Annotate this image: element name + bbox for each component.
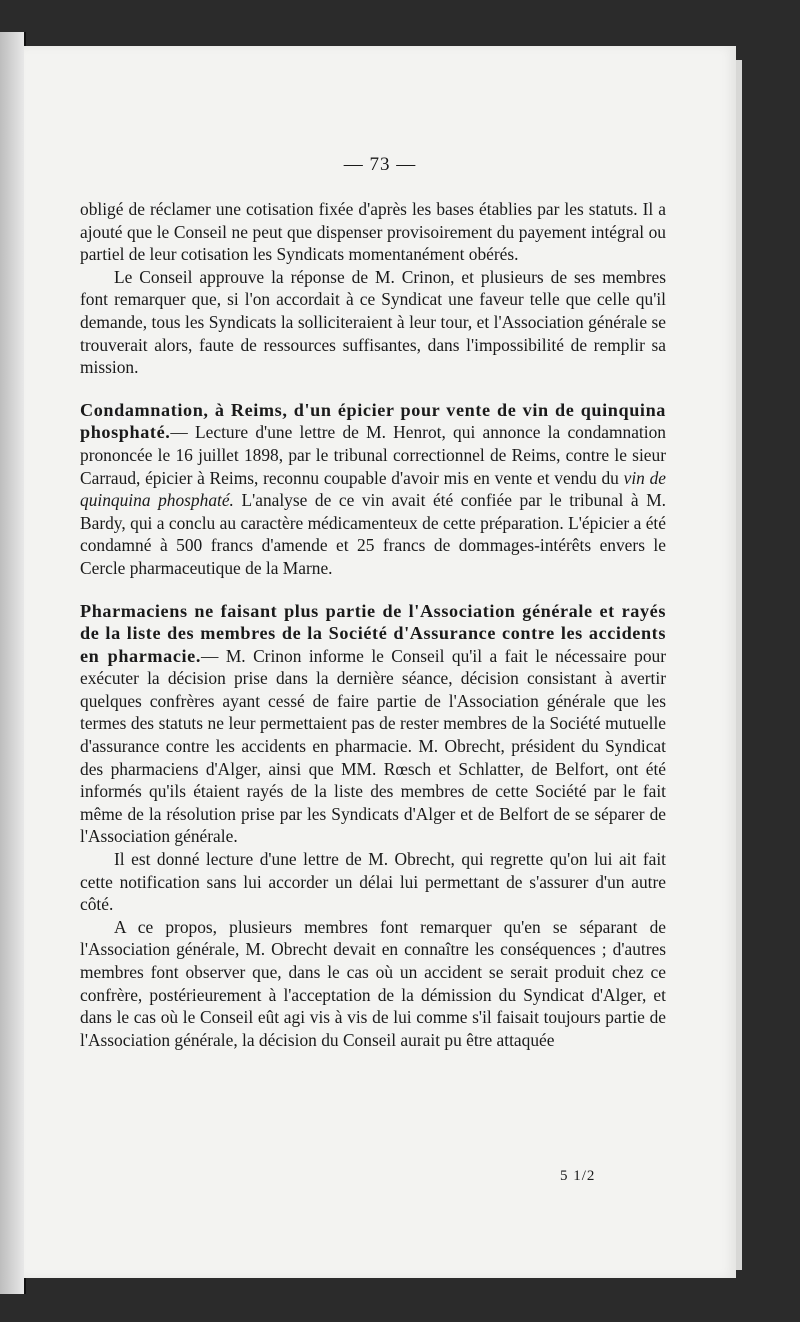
section-pharmaciens (80, 600, 666, 849)
section-text-condamnation-b: L'analyse de ce vin avait été confiée par le tribunal à M. Bardy, qui a conclu au caractère médicamenteux de cette préparation. L'épicier a été condamné à 500 francs d'amende et 25 francs de dommages-intérêts envers le Cercle pharmaceutique de la Marne. (80, 490, 667, 578)
body-text (80, 198, 666, 1051)
paragraph-a-ce-propos: A ce propos, plusieurs membres font remarquer qu'en se séparant de l'Association générale, M. Obrecht devait en connaître les conséquences ; d'autres membres font observer que, dans le cas où un accident se serait produit chez ce confrère, postérieurement à l'acceptation de la démission du Syndicat d'Alger, et dans le cas où le Conseil eût agi vis à vis de lui comme s'il faisait toujours partie de l'Association générale, la décision du Conseil aurait pu être attaquée (80, 916, 666, 1050)
section-heading-pharmaciens: Pharmaciens ne faisant plus partie de l'Association générale et rayés de la liste des membres de la Société d'Assurance contre les accidents en pharmacie. (80, 600, 666, 666)
section-text-italic: vin de quinquina phosphaté. (80, 467, 666, 511)
section-heading-condamnation: Condamnation, à Reims, d'un épicier pour vente de vin de quinquina phosphaté. (80, 399, 666, 443)
section-gap (80, 379, 666, 399)
section-condamnation (80, 399, 666, 580)
section-text-pharmaciens: — M. Crinon informe le Conseil qu'il a fait le nécessaire pour exécuter la décision prise dans la dernière séance, décision consistant à avertir quelques confrères ayant cessé de faire partie de l'Association générale que les termes des statuts ne leur permettaient pas de rester membres de la Société mutuelle d'assurance contre les accidents en pharmacie. M. Obrecht, président du Syndicat des pharmaciens d'Alger, ainsi que MM. Rœsch et Schlatter, de Belfort, ont été informés qu'ils étaient rayés de la liste des membres de cette Société par le fait même de la résolution prise par les Syndicats d'Alger et de Belfort de se séparer de l'Association générale. (80, 645, 667, 847)
previous-page-edge (0, 32, 26, 1294)
signature-mark: 5 1/2 (560, 1168, 596, 1184)
paragraph-council-approval: Le Conseil approuve la réponse de M. Crinon, et plusieurs de ses membres font remarquer que, si l'on accordait à ce Syndicat une faveur telle que celle qu'il demande, tous les Syndicats la solliciteraient à leur tour, et l'Association générale se trouverait alors, faute de ressources suffisantes, dans l'impossibilité de remplir sa mission. (80, 266, 666, 378)
book-page (24, 46, 736, 1278)
page-edge (736, 60, 742, 1270)
section-text-condamnation-a: — Lecture d'une lettre de M. Henrot, qui annonce la condamnation prononcée le 16 juillet 1898, par le tribunal correctionnel de Reims, contre le sieur Carraud, épicier à Reims, reconnu coupable d'avoir mis en vente et vendu du (80, 422, 666, 488)
section-gap (80, 580, 666, 600)
paragraph-obrecht-letter: Il est donné lecture d'une lettre de M. Obrecht, qui regrette qu'on lui ait fait cette notification sans lui accorder un délai lui permettant de s'assurer d'un autre côté. (80, 849, 666, 915)
page-number: — 73 — (343, 154, 417, 175)
paragraph-continued: obligé de réclamer une cotisation fixée d'après les bases établies par les statuts. Il a ajouté que le Conseil ne peut que dispenser provisoirement du payement intégral ou partiel de leur cotisation les Syndicats momentanément obérés. (80, 199, 666, 265)
